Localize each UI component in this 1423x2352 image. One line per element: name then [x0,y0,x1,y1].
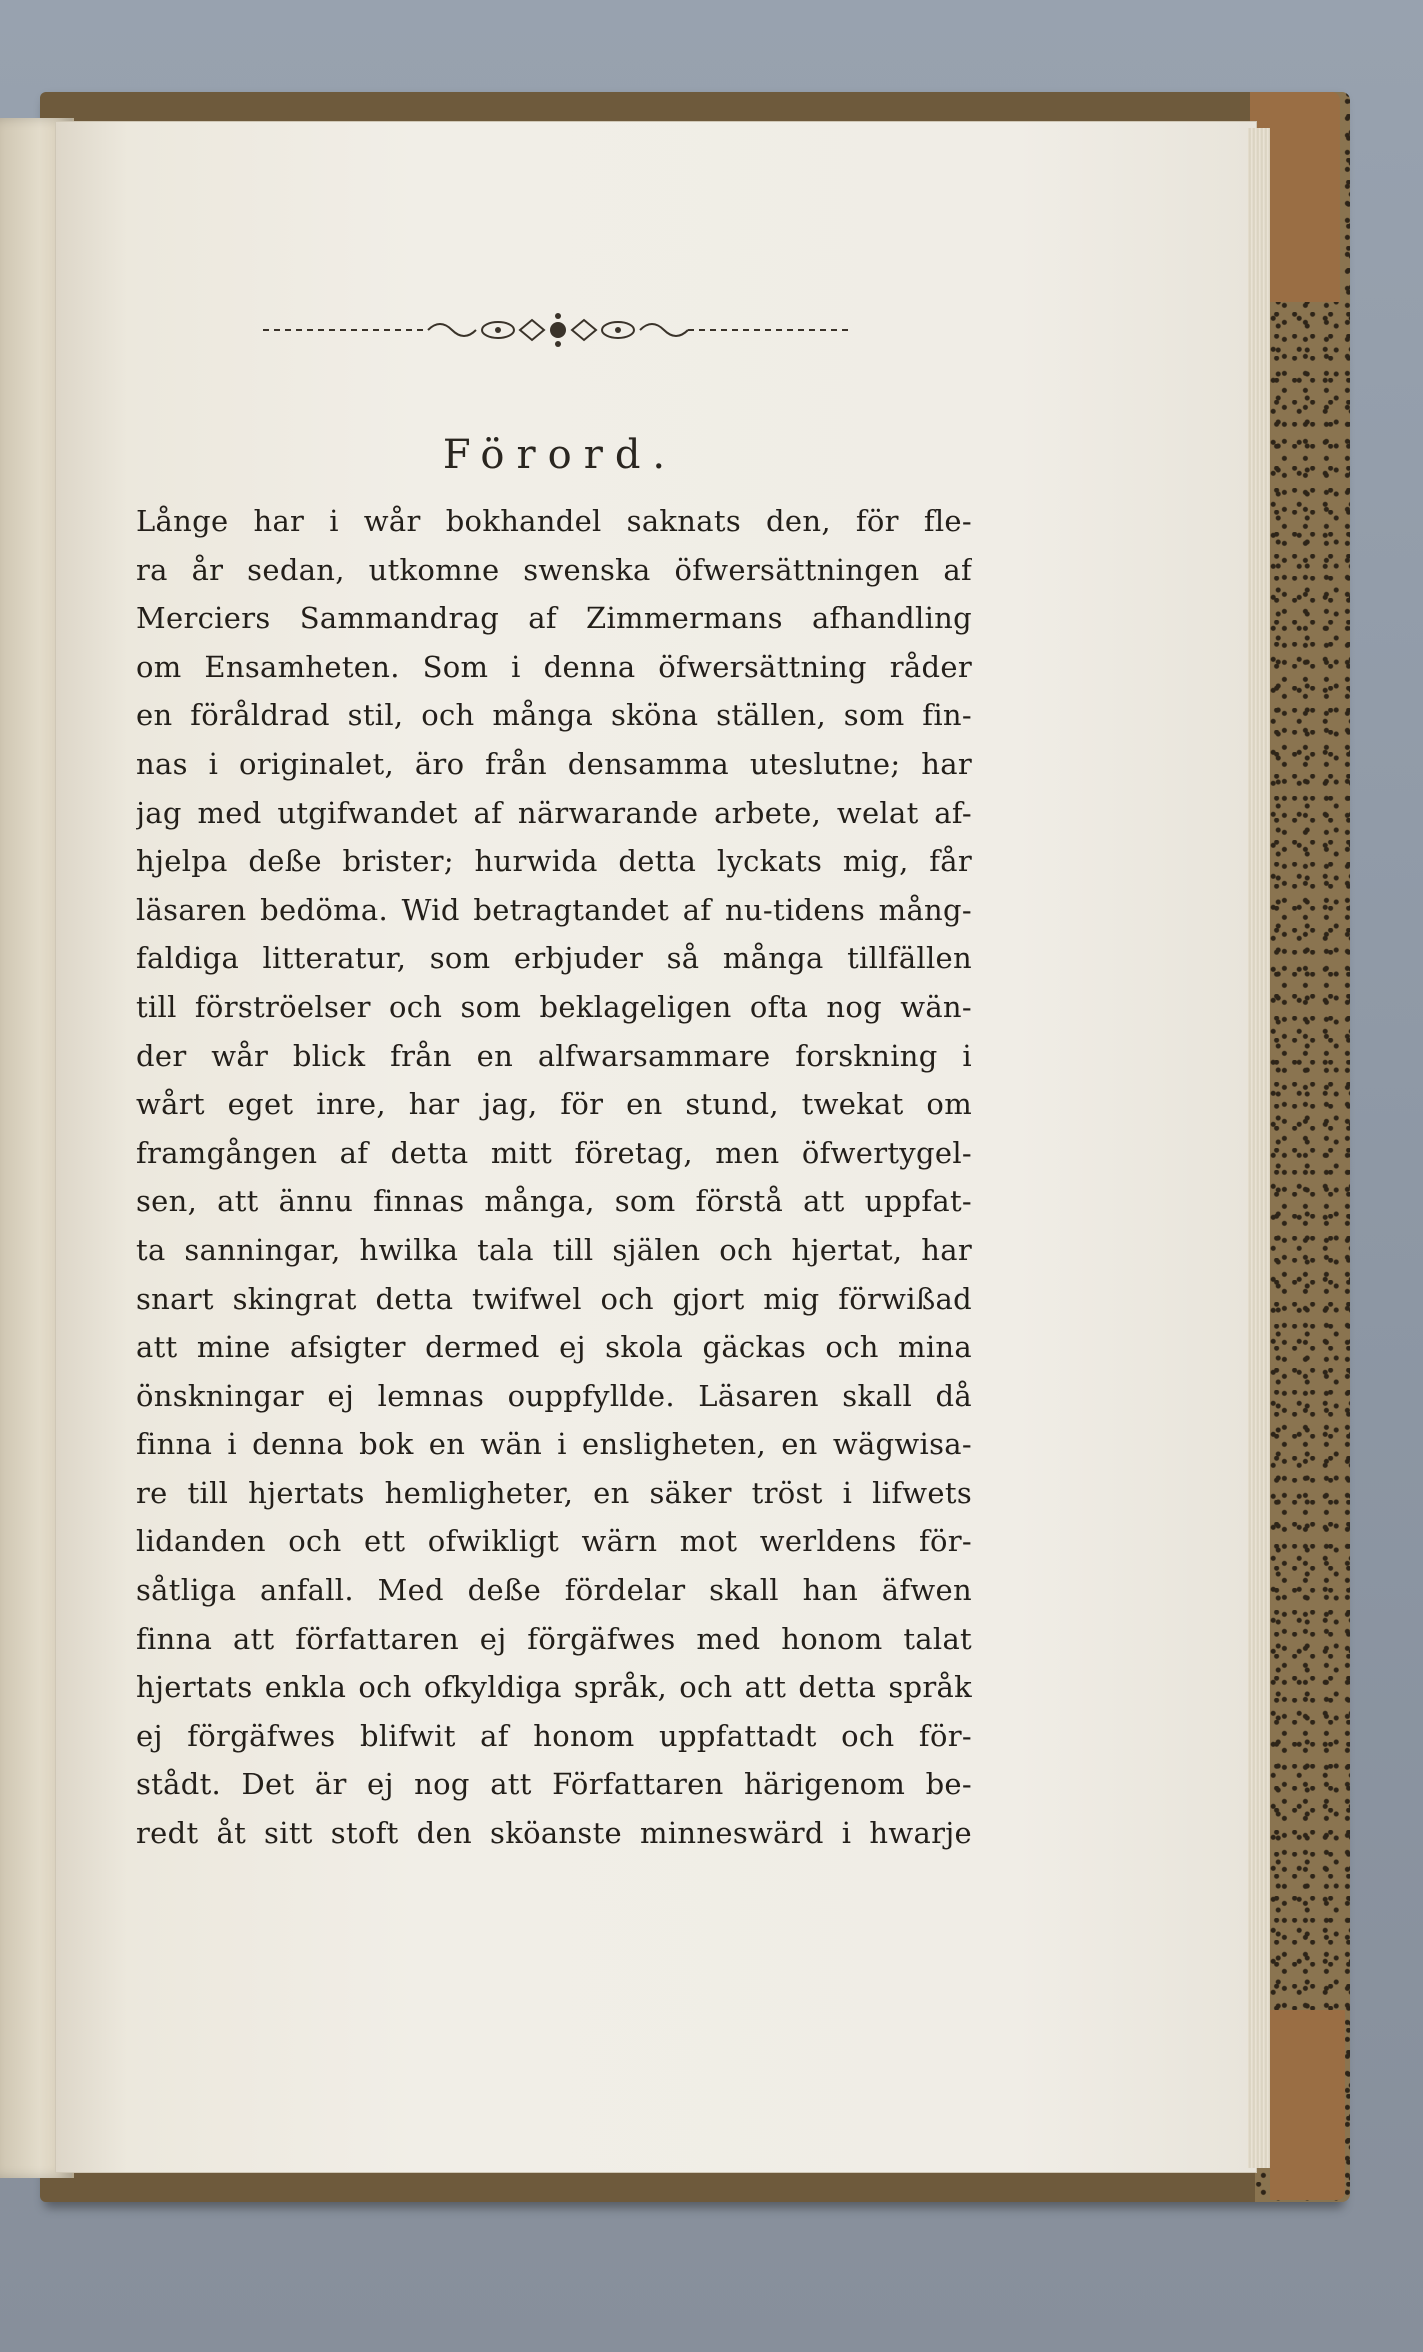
text-line: Merciers Sammandrag af Zimmermans afhandling [136,601,972,636]
text-line: ta sanningar, hwilka tala till själen och hjertat, har [136,1232,972,1267]
text-line: redt åt sitt stoft den sköanste minneswärd i hwarje [136,1816,972,1851]
text-line: till förströelser och som beklageligen ofta nog wän- [136,989,972,1024]
text-line: jag med utgifwandet af närwarande arbete, welat af- [136,795,972,830]
text-line: finna att författaren ej förgäfwes med honom talat [136,1621,972,1656]
text-line: hjertats enkla och ofkyldiga språk, och att detta språk [136,1670,972,1705]
text-line: läsaren bedöma. Wid betragtandet af nu-tidens mång- [136,892,972,927]
cover-corner-bottom [1270,2010,1345,2200]
text-line: önskningar ej lemnas ouppfyllde. Läsaren skall då [136,1378,972,1413]
text-line: snart skingrat detta twifwel och gjort mig förwißad [136,1281,972,1316]
body-text [136,497,972,1858]
page-title: Förord. [442,432,678,478]
text-line: faldiga litteratur, som erbjuder så många tillfällen [136,941,972,976]
text-line: stådt. Det är ej nog att Författaren härigenom be- [136,1767,972,1802]
page-block-edge [1248,128,1270,2168]
text-line: hjelpa deße brister; hurwida detta lyckats mig, får [136,844,972,879]
text-line: lidanden och ett ofwikligt wärn mot werldens för- [136,1524,972,1559]
text-line: framgången af detta mitt företag, men öfwertygel- [136,1135,972,1170]
text-line: wårt eget inre, har jag, för en stund, twekat om [136,1087,972,1122]
text-line: såtliga anfall. Med deße fördelar skall han äfwen [136,1573,972,1608]
text-line: ej förgäfwes blifwit af honom uppfattadt och för- [136,1718,972,1753]
text-line: ra år sedan, utkomne swenska öfwersättningen af [136,552,972,587]
text-line: re till hjertats hemligheter, en säker tröst i lifwets [136,1475,972,1510]
text-line: om Ensamheten. Som i denna öfwersättning råder [136,649,972,684]
text-line: att mine afsigter dermed ej skola gäckas och mina [136,1330,972,1365]
text-line: nas i originalet, äro från densamma uteslutne; har [136,746,972,781]
decorative-ornament-icon [258,310,858,350]
text-line: en föråldrad stil, och många sköna ställen, som fin- [136,698,972,733]
text-line: finna i denna bok en wän i ensligheten, en wägwisa- [136,1427,972,1462]
text-line: der wår blick från en alfwarsammare forskning i [136,1038,972,1073]
text-line: Långe har i wår bokhandel saknats den, för fle- [136,504,972,538]
text-line: sen, att ännu finnas många, som förstå att uppfat- [136,1184,972,1219]
